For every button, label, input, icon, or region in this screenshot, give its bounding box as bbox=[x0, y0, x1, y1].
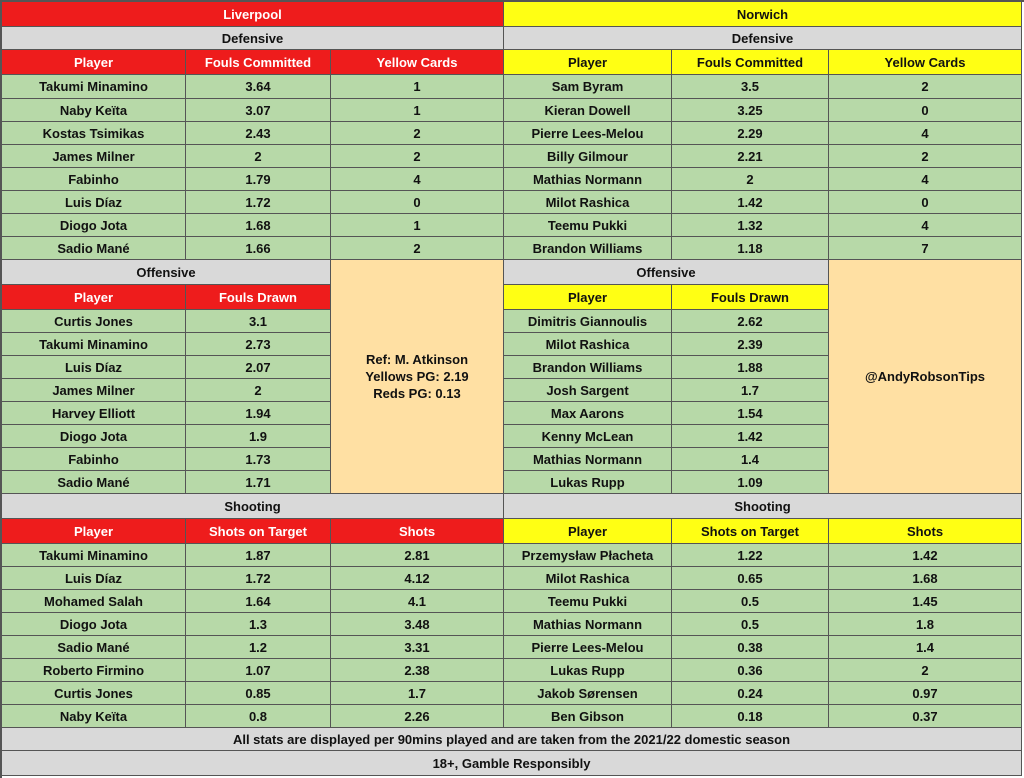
away-offensive-header-player: Player bbox=[504, 285, 672, 310]
away-shooting-shots-on-target: 0.5 bbox=[672, 590, 829, 613]
home-defensive-player: Fabinho bbox=[2, 168, 186, 191]
home-offensive-fouls-drawn: 2.07 bbox=[186, 356, 331, 379]
home-defensive-yellow-cards: 0 bbox=[331, 191, 504, 214]
home-defensive-fouls-committed: 1.68 bbox=[186, 214, 331, 237]
away-shooting-shots: 0.97 bbox=[829, 682, 1022, 705]
away-offensive-player: Milot Rashica bbox=[504, 333, 672, 356]
away-defensive-player: Mathias Normann bbox=[504, 168, 672, 191]
home-defensive-player: Diogo Jota bbox=[2, 214, 186, 237]
home-defensive-yellow-cards: 2 bbox=[331, 237, 504, 260]
away-shooting-shots-on-target: 0.18 bbox=[672, 705, 829, 728]
away-defensive-yellow-cards: 0 bbox=[829, 99, 1022, 122]
home-shooting-player: Naby Keïta bbox=[2, 705, 186, 728]
home-defensive-fouls-committed: 3.07 bbox=[186, 99, 331, 122]
away-offensive-player: Brandon Williams bbox=[504, 356, 672, 379]
home-defensive-header-yellows: Yellow Cards bbox=[331, 50, 504, 75]
away-shooting-shots: 0.37 bbox=[829, 705, 1022, 728]
home-shooting-shots-on-target: 1.2 bbox=[186, 636, 331, 659]
home-shooting-shots: 2.26 bbox=[331, 705, 504, 728]
home-shooting-player: Sadio Mané bbox=[2, 636, 186, 659]
home-offensive-fouls-drawn: 1.9 bbox=[186, 425, 331, 448]
away-defensive-player: Kieran Dowell bbox=[504, 99, 672, 122]
home-defensive-player: James Milner bbox=[2, 145, 186, 168]
away-offensive-fouls-drawn: 2.39 bbox=[672, 333, 829, 356]
home-shooting-shots: 2.38 bbox=[331, 659, 504, 682]
away-offensive-player: Dimitris Giannoulis bbox=[504, 310, 672, 333]
away-defensive-yellow-cards: 2 bbox=[829, 75, 1022, 99]
home-shooting-shots: 4.12 bbox=[331, 567, 504, 590]
away-defensive-player: Sam Byram bbox=[504, 75, 672, 99]
home-shooting-title: Shooting bbox=[2, 494, 504, 519]
home-shooting-player: Diogo Jota bbox=[2, 613, 186, 636]
away-offensive-player: Lukas Rupp bbox=[504, 471, 672, 494]
away-defensive-fouls-committed: 2.29 bbox=[672, 122, 829, 145]
home-defensive-player: Naby Keïta bbox=[2, 99, 186, 122]
home-defensive-yellow-cards: 1 bbox=[331, 75, 504, 99]
home-shooting-player: Curtis Jones bbox=[2, 682, 186, 705]
away-defensive-fouls-committed: 1.32 bbox=[672, 214, 829, 237]
away-defensive-header-player: Player bbox=[504, 50, 672, 75]
away-shooting-shots: 2 bbox=[829, 659, 1022, 682]
home-defensive-player: Luis Díaz bbox=[2, 191, 186, 214]
home-shooting-shots: 4.1 bbox=[331, 590, 504, 613]
home-shooting-player: Roberto Firmino bbox=[2, 659, 186, 682]
away-defensive-header-yellows: Yellow Cards bbox=[829, 50, 1022, 75]
home-offensive-header-fouls-drawn: Fouls Drawn bbox=[186, 285, 331, 310]
home-defensive-player: Sadio Mané bbox=[2, 237, 186, 260]
home-defensive-fouls-committed: 1.79 bbox=[186, 168, 331, 191]
away-shooting-shots: 1.68 bbox=[829, 567, 1022, 590]
home-shooting-shots-on-target: 1.72 bbox=[186, 567, 331, 590]
away-shooting-shots-on-target: 0.24 bbox=[672, 682, 829, 705]
home-offensive-player: Sadio Mané bbox=[2, 471, 186, 494]
home-defensive-yellow-cards: 1 bbox=[331, 214, 504, 237]
referee-info-box bbox=[331, 260, 504, 494]
home-shooting-player: Luis Díaz bbox=[2, 567, 186, 590]
away-shooting-player: Ben Gibson bbox=[504, 705, 672, 728]
footer-note: All stats are displayed per 90mins played and are taken from the 2021/22 domestic season bbox=[2, 728, 1022, 751]
home-defensive-title: Defensive bbox=[2, 27, 504, 50]
away-shooting-player: Przemysław Płacheta bbox=[504, 544, 672, 567]
home-shooting-shots: 3.48 bbox=[331, 613, 504, 636]
home-defensive-yellow-cards: 1 bbox=[331, 99, 504, 122]
away-shooting-player: Lukas Rupp bbox=[504, 659, 672, 682]
away-shooting-shots: 1.45 bbox=[829, 590, 1022, 613]
away-offensive-fouls-drawn: 1.7 bbox=[672, 379, 829, 402]
away-offensive-player: Josh Sargent bbox=[504, 379, 672, 402]
home-shooting-player: Mohamed Salah bbox=[2, 590, 186, 613]
home-offensive-fouls-drawn: 1.94 bbox=[186, 402, 331, 425]
away-offensive-title: Offensive bbox=[504, 260, 829, 285]
home-shooting-shots-on-target: 1.87 bbox=[186, 544, 331, 567]
away-offensive-player: Mathias Normann bbox=[504, 448, 672, 471]
home-offensive-header-player: Player bbox=[2, 285, 186, 310]
away-offensive-player: Kenny McLean bbox=[504, 425, 672, 448]
away-team-title: Norwich bbox=[504, 2, 1022, 27]
frame-top-border bbox=[0, 0, 1024, 2]
home-shooting-shots-on-target: 1.07 bbox=[186, 659, 331, 682]
home-shooting-shots: 3.31 bbox=[331, 636, 504, 659]
away-defensive-header-fouls: Fouls Committed bbox=[672, 50, 829, 75]
away-defensive-yellow-cards: 7 bbox=[829, 237, 1022, 260]
away-defensive-yellow-cards: 4 bbox=[829, 168, 1022, 191]
away-defensive-player: Teemu Pukki bbox=[504, 214, 672, 237]
away-shooting-shots-on-target: 0.5 bbox=[672, 613, 829, 636]
away-defensive-yellow-cards: 4 bbox=[829, 122, 1022, 145]
away-shooting-player: Teemu Pukki bbox=[504, 590, 672, 613]
away-offensive-fouls-drawn: 1.88 bbox=[672, 356, 829, 379]
home-shooting-header-sot: Shots on Target bbox=[186, 519, 331, 544]
away-offensive-fouls-drawn: 1.54 bbox=[672, 402, 829, 425]
home-shooting-header-player: Player bbox=[2, 519, 186, 544]
away-defensive-fouls-committed: 2.21 bbox=[672, 145, 829, 168]
away-defensive-yellow-cards: 0 bbox=[829, 191, 1022, 214]
referee-line2: Yellows PG: 2.19 bbox=[365, 369, 469, 384]
home-offensive-player: James Milner bbox=[2, 379, 186, 402]
home-offensive-fouls-drawn: 1.73 bbox=[186, 448, 331, 471]
home-defensive-fouls-committed: 1.72 bbox=[186, 191, 331, 214]
home-offensive-player: Fabinho bbox=[2, 448, 186, 471]
home-shooting-shots-on-target: 1.64 bbox=[186, 590, 331, 613]
home-offensive-fouls-drawn: 3.1 bbox=[186, 310, 331, 333]
away-shooting-shots-on-target: 1.22 bbox=[672, 544, 829, 567]
away-shooting-player: Milot Rashica bbox=[504, 567, 672, 590]
home-offensive-title: Offensive bbox=[2, 260, 331, 285]
away-shooting-shots: 1.8 bbox=[829, 613, 1022, 636]
home-offensive-fouls-drawn: 1.71 bbox=[186, 471, 331, 494]
away-defensive-fouls-committed: 3.25 bbox=[672, 99, 829, 122]
home-offensive-player: Takumi Minamino bbox=[2, 333, 186, 356]
away-shooting-shots: 1.4 bbox=[829, 636, 1022, 659]
away-defensive-player: Milot Rashica bbox=[504, 191, 672, 214]
away-shooting-header-player: Player bbox=[504, 519, 672, 544]
away-offensive-header-fouls-drawn: Fouls Drawn bbox=[672, 285, 829, 310]
away-shooting-header-sot: Shots on Target bbox=[672, 519, 829, 544]
home-defensive-fouls-committed: 2 bbox=[186, 145, 331, 168]
home-shooting-shots-on-target: 1.3 bbox=[186, 613, 331, 636]
referee-line3: Reds PG: 0.13 bbox=[373, 386, 461, 401]
away-shooting-shots: 1.42 bbox=[829, 544, 1022, 567]
away-shooting-shots-on-target: 0.38 bbox=[672, 636, 829, 659]
home-shooting-shots: 2.81 bbox=[331, 544, 504, 567]
away-offensive-player: Max Aarons bbox=[504, 402, 672, 425]
frame-left-border bbox=[0, 0, 2, 778]
away-defensive-fouls-committed: 1.18 bbox=[672, 237, 829, 260]
away-shooting-header-shots: Shots bbox=[829, 519, 1022, 544]
away-shooting-player: Jakob Sørensen bbox=[504, 682, 672, 705]
away-defensive-fouls-committed: 3.5 bbox=[672, 75, 829, 99]
home-offensive-fouls-drawn: 2 bbox=[186, 379, 331, 402]
home-defensive-header-fouls: Fouls Committed bbox=[186, 50, 331, 75]
away-shooting-player: Pierre Lees-Melou bbox=[504, 636, 672, 659]
home-shooting-shots-on-target: 0.85 bbox=[186, 682, 331, 705]
away-defensive-yellow-cards: 4 bbox=[829, 214, 1022, 237]
home-defensive-yellow-cards: 4 bbox=[331, 168, 504, 191]
home-defensive-header-player: Player bbox=[2, 50, 186, 75]
away-shooting-shots-on-target: 0.65 bbox=[672, 567, 829, 590]
home-offensive-player: Diogo Jota bbox=[2, 425, 186, 448]
twitter-handle: @AndyRobsonTips bbox=[829, 260, 1022, 494]
home-defensive-fouls-committed: 2.43 bbox=[186, 122, 331, 145]
away-defensive-title: Defensive bbox=[504, 27, 1022, 50]
away-defensive-fouls-committed: 2 bbox=[672, 168, 829, 191]
away-defensive-player: Billy Gilmour bbox=[504, 145, 672, 168]
home-team-title: Liverpool bbox=[2, 2, 504, 27]
home-offensive-player: Harvey Elliott bbox=[2, 402, 186, 425]
home-defensive-fouls-committed: 1.66 bbox=[186, 237, 331, 260]
home-defensive-yellow-cards: 2 bbox=[331, 145, 504, 168]
home-defensive-player: Takumi Minamino bbox=[2, 75, 186, 99]
away-offensive-fouls-drawn: 2.62 bbox=[672, 310, 829, 333]
away-defensive-fouls-committed: 1.42 bbox=[672, 191, 829, 214]
home-defensive-player: Kostas Tsimikas bbox=[2, 122, 186, 145]
home-defensive-yellow-cards: 2 bbox=[331, 122, 504, 145]
away-defensive-yellow-cards: 2 bbox=[829, 145, 1022, 168]
footer-disclaimer: 18+, Gamble Responsibly bbox=[2, 751, 1022, 776]
home-shooting-shots: 1.7 bbox=[331, 682, 504, 705]
home-defensive-fouls-committed: 3.64 bbox=[186, 75, 331, 99]
away-defensive-player: Pierre Lees-Melou bbox=[504, 122, 672, 145]
home-offensive-player: Luis Díaz bbox=[2, 356, 186, 379]
away-offensive-fouls-drawn: 1.09 bbox=[672, 471, 829, 494]
home-offensive-fouls-drawn: 2.73 bbox=[186, 333, 331, 356]
away-offensive-fouls-drawn: 1.4 bbox=[672, 448, 829, 471]
home-shooting-header-shots: Shots bbox=[331, 519, 504, 544]
home-shooting-player: Takumi Minamino bbox=[2, 544, 186, 567]
away-offensive-fouls-drawn: 1.42 bbox=[672, 425, 829, 448]
away-shooting-title: Shooting bbox=[504, 494, 1022, 519]
away-shooting-shots-on-target: 0.36 bbox=[672, 659, 829, 682]
away-shooting-player: Mathias Normann bbox=[504, 613, 672, 636]
away-defensive-player: Brandon Williams bbox=[504, 237, 672, 260]
referee-line1: Ref: M. Atkinson bbox=[365, 352, 469, 367]
home-offensive-player: Curtis Jones bbox=[2, 310, 186, 333]
home-shooting-shots-on-target: 0.8 bbox=[186, 705, 331, 728]
